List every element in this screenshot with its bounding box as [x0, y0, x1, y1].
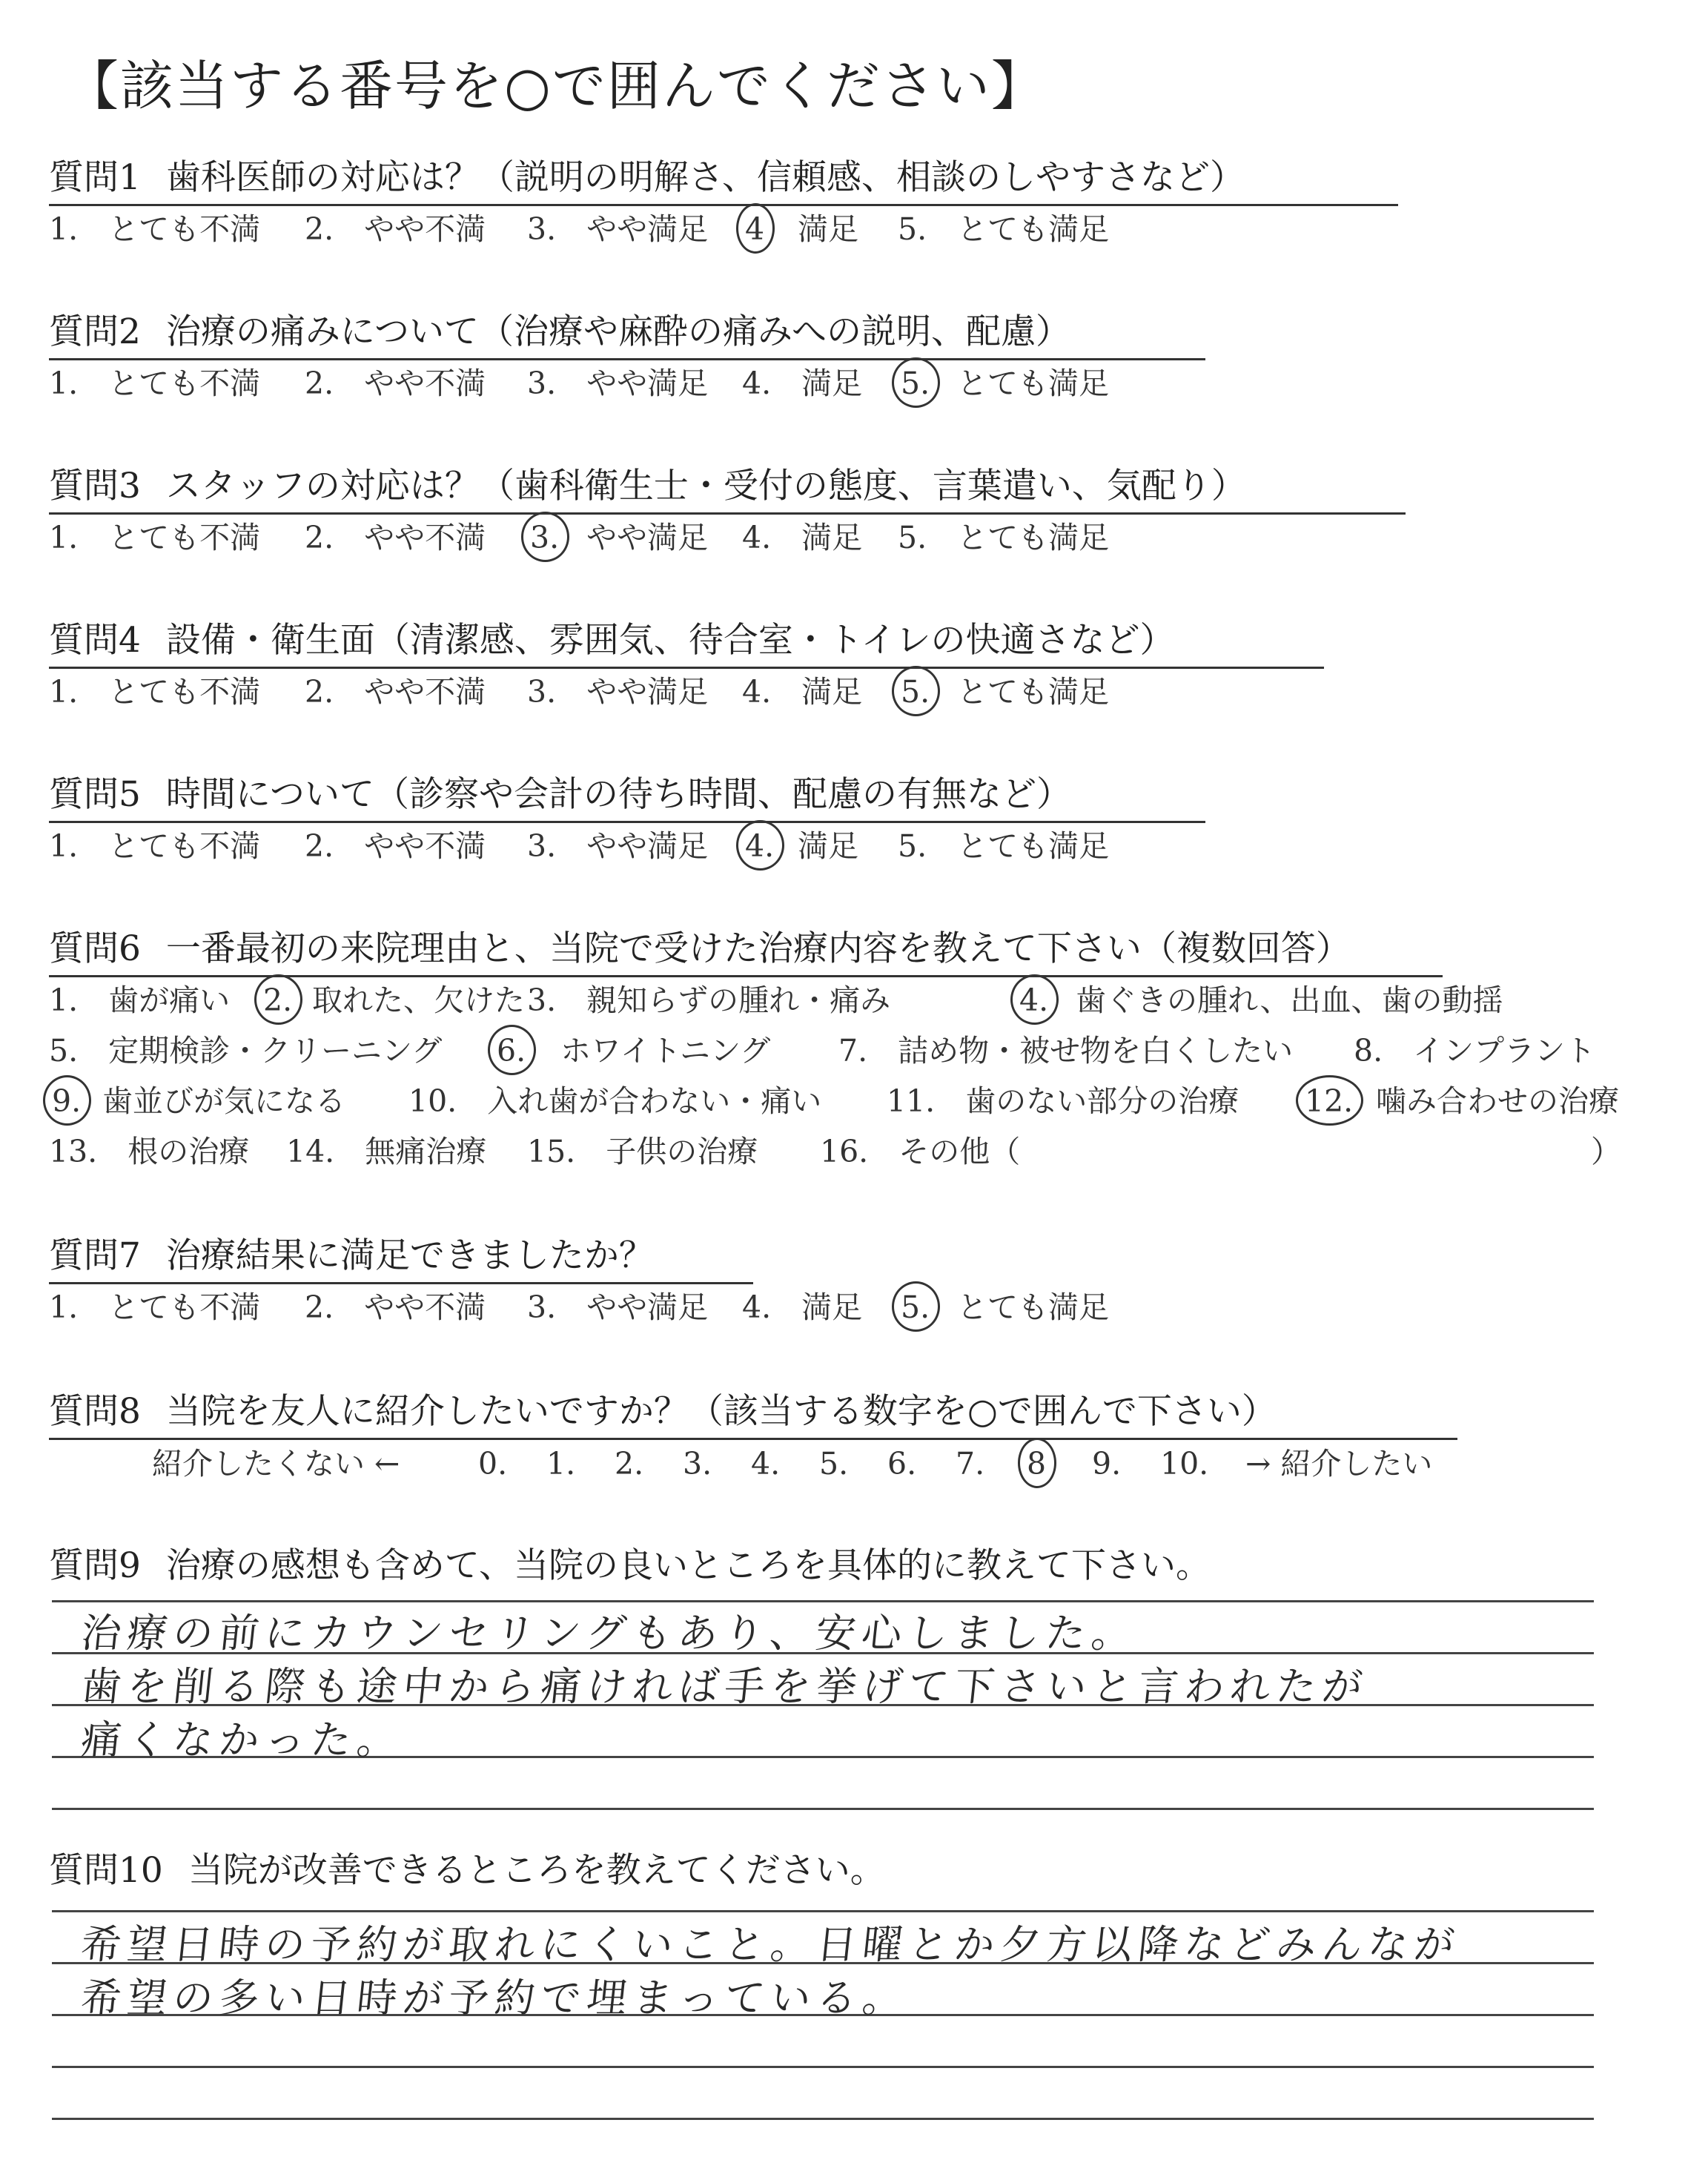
instruction-header: 【該当する番号を○で囲んでください】 [65, 55, 1046, 117]
q5-option-2[interactable]: 2. やや不満 [305, 828, 486, 864]
question-2-options [49, 362, 1235, 405]
question-6-title [49, 921, 1443, 977]
q6-option-9-label: 歯並びが気になる [102, 1083, 345, 1119]
q5-option-4-circled[interactable]: 4. [742, 825, 777, 868]
question-4-options [49, 670, 1235, 713]
question-5-options [49, 825, 1235, 868]
q4-option-1[interactable]: 1. とても不満 [49, 674, 261, 710]
q2-option-3[interactable]: 3. やや満足 [527, 366, 709, 401]
q1-option-4-label: 満足 [798, 211, 858, 247]
q2-option-2[interactable]: 2. やや不満 [305, 366, 486, 401]
question-3-text: スタッフの対応は？（歯科衛生士・受付の態度、言葉遣い、気配り） [165, 466, 1246, 506]
q8-right-label: → 紹介したい [1245, 1446, 1433, 1482]
question-9-label: 質問9 [49, 1545, 141, 1586]
q5-option-5[interactable]: 5. とても満足 [898, 828, 1110, 864]
question-5-text: 時間について（診察や会計の待ち時間、配慮の有無など） [165, 774, 1071, 815]
answer-10-line-1 [52, 1910, 1594, 1912]
question-8-title [49, 1384, 1457, 1440]
q7-option-5-circled[interactable]: 5. [898, 1286, 933, 1329]
question-2-text: 治療の痛みについて（治療や麻酔の痛みへの説明、配慮） [165, 311, 1071, 352]
question-1-title [49, 150, 1398, 206]
q7-option-2[interactable]: 2. やや不満 [305, 1289, 486, 1325]
q8-scale-0[interactable]: 0. [478, 1446, 508, 1482]
question-6-row-4 [49, 1130, 1621, 1173]
q6-option-13[interactable]: 13. 根の治療 [49, 1134, 250, 1169]
q6-option-2-circled[interactable]: 2. [260, 979, 295, 1022]
question-6-row-2 [49, 1029, 1635, 1072]
question-9-title [49, 1538, 1211, 1592]
question-5-title [49, 767, 1205, 823]
question-5-label: 質問5 [49, 774, 141, 815]
q7-option-1[interactable]: 1. とても不満 [49, 1289, 261, 1325]
q3-option-3-circled[interactable]: 3. [527, 516, 562, 559]
question-1-text: 歯科医師の対応は？（説明の明解さ、信頼感、相談のしやすさなど） [165, 157, 1245, 198]
q1-option-3[interactable]: 3. やや満足 [527, 211, 709, 247]
question-8-label: 質問8 [49, 1391, 141, 1432]
answer-9-text-2: 歯を削る際も途中から痛ければ手を挙げて下さいと言われたが [79, 1663, 1371, 1710]
q5-option-4-label: 満足 [798, 828, 858, 864]
q6-option-3[interactable]: 3. 親知らずの腫れ・痛み [527, 982, 891, 1018]
q6-option-2-label: 取れた、欠けた [312, 982, 525, 1018]
answer-10-text-1: 希望日時の予約が取れにくいこと。日曜とか夕方以降などみんなが [79, 1921, 1463, 1968]
q8-scale-10[interactable]: 10. [1160, 1446, 1209, 1482]
q4-option-5-label: とても満足 [957, 674, 1109, 710]
question-4-label: 質問4 [49, 620, 141, 661]
question-4-text: 設備・衛生面（清潔感、雰囲気、待合室・トイレの快適さなど） [165, 620, 1175, 661]
q8-scale-2[interactable]: 2. [615, 1446, 644, 1482]
q8-scale-4[interactable]: 4. [751, 1446, 781, 1482]
q4-option-3[interactable]: 3. やや満足 [527, 674, 709, 710]
answer-10-line-4 [52, 2066, 1594, 2068]
q8-scale-7[interactable]: 7. [956, 1446, 985, 1482]
question-8-scale [152, 1442, 1486, 1485]
q1-option-5[interactable]: 5. とても満足 [898, 211, 1110, 247]
q8-scale-1[interactable]: 1. [546, 1446, 576, 1482]
q1-option-4-circled[interactable]: 4 [742, 208, 767, 251]
q5-option-1[interactable]: 1. とても不満 [49, 828, 261, 864]
q6-option-6-circled[interactable]: 6. [494, 1029, 529, 1072]
question-9-text: 治療の感想も含めて、当院の良いところを具体的に教えて下さい。 [165, 1545, 1211, 1586]
q1-option-1[interactable]: 1. とても不満 [49, 211, 261, 247]
q6-option-1[interactable]: 1. 歯が痛い [49, 982, 231, 1018]
q8-scale-8-circled[interactable]: 8 [1024, 1442, 1049, 1485]
question-3-title [49, 458, 1406, 515]
q6-option-11[interactable]: 11. 歯のない部分の治療 [887, 1083, 1239, 1119]
q6-option-14[interactable]: 14. 無痛治療 [286, 1134, 487, 1169]
question-10-title [49, 1843, 885, 1897]
question-6-label: 質問6 [49, 928, 141, 969]
q7-option-5-label: とても満足 [957, 1289, 1109, 1325]
q6-option-9-circled[interactable]: 9. [49, 1080, 84, 1123]
q6-option-12-label: 噛み合わせの治療 [1376, 1083, 1619, 1119]
question-2-label: 質問2 [49, 311, 141, 352]
q5-option-3[interactable]: 3. やや満足 [527, 828, 709, 864]
question-7-options [49, 1286, 1235, 1329]
answer-9-text-3: 痛くなかった。 [79, 1717, 406, 1763]
q6-option-12-circled[interactable]: 12. [1302, 1080, 1356, 1123]
q8-scale-6[interactable]: 6. [887, 1446, 917, 1482]
question-10-label: 質問10 [49, 1850, 163, 1891]
q3-option-5[interactable]: 5. とても満足 [898, 520, 1110, 555]
question-7-text: 治療結果に満足できましたか？ [165, 1235, 654, 1276]
question-3-options [49, 516, 1235, 559]
q2-option-1[interactable]: 1. とても不満 [49, 366, 261, 401]
question-4-title [49, 612, 1324, 669]
q6-option-5[interactable]: 5. 定期検診・クリーニング [49, 1033, 443, 1069]
q8-scale-3[interactable]: 3. [683, 1446, 712, 1482]
question-2-title [49, 304, 1205, 360]
q4-option-5-circled[interactable]: 5. [898, 670, 933, 713]
question-6-row-1 [49, 979, 1606, 1022]
q2-option-5-circled[interactable]: 5. [898, 362, 933, 405]
q3-option-4[interactable]: 4. 満足 [742, 520, 863, 555]
q3-option-1[interactable]: 1. とても不満 [49, 520, 261, 555]
q8-scale-5[interactable]: 5. [819, 1446, 849, 1482]
question-7-label: 質問7 [49, 1235, 141, 1276]
question-6-text: 一番最初の来院理由と、当院で受けた治療内容を教えて下さい（複数回答） [165, 928, 1351, 969]
q6-option-16-close: ） [1591, 1134, 1621, 1169]
q6-option-4-label: 歯ぐきの腫れ、出血、歯の動揺 [1076, 982, 1503, 1018]
q7-option-3[interactable]: 3. やや満足 [527, 1289, 709, 1325]
question-3-label: 質問3 [49, 466, 141, 506]
question-1-label: 質問1 [49, 157, 141, 198]
question-1-options [49, 208, 1235, 251]
q8-scale-9[interactable]: 9. [1092, 1446, 1122, 1482]
q2-option-5-label: とても満足 [957, 366, 1109, 401]
answer-9-line-5 [52, 1808, 1594, 1810]
question-7-title [49, 1228, 753, 1284]
q3-option-3-label: やや満足 [586, 520, 708, 555]
q2-option-4[interactable]: 4. 満足 [742, 366, 863, 401]
q4-option-4[interactable]: 4. 満足 [742, 674, 863, 710]
question-8-text: 当院を友人に紹介したいですか？（該当する数字を○で囲んで下さい） [165, 1391, 1277, 1432]
q6-option-15[interactable]: 15. 子供の治療 [527, 1134, 758, 1169]
q6-option-16[interactable]: 16. その他（ [820, 1134, 1021, 1169]
q6-option-10[interactable]: 10. 入れ歯が合わない・痛い [408, 1083, 822, 1119]
answer-10-text-2: 希望の多い日時が予約で埋まっている。 [79, 1975, 911, 2021]
q1-option-2[interactable]: 2. やや不満 [305, 211, 486, 247]
q4-option-2[interactable]: 2. やや不満 [305, 674, 486, 710]
q6-option-7[interactable]: 7. 詰め物・被せ物を白くしたい [838, 1033, 1294, 1069]
answer-9-text-1: 治療の前にカウンセリングもあり、安心しました。 [79, 1610, 1140, 1657]
question-6-row-3 [49, 1080, 1650, 1123]
q7-option-4[interactable]: 4. 満足 [742, 1289, 863, 1325]
q6-option-8[interactable]: 8. インプラント [1354, 1033, 1596, 1069]
q6-option-4-circled[interactable]: 4. [1016, 979, 1051, 1022]
q6-option-6-label: ホワイトニング [560, 1033, 771, 1069]
question-10-text: 当院が改善できるところを教えてください。 [188, 1850, 885, 1891]
q3-option-2[interactable]: 2. やや不満 [305, 520, 486, 555]
answer-10-line-5 [52, 2118, 1594, 2120]
q8-left-label: 紹介したくない ← [152, 1446, 400, 1482]
